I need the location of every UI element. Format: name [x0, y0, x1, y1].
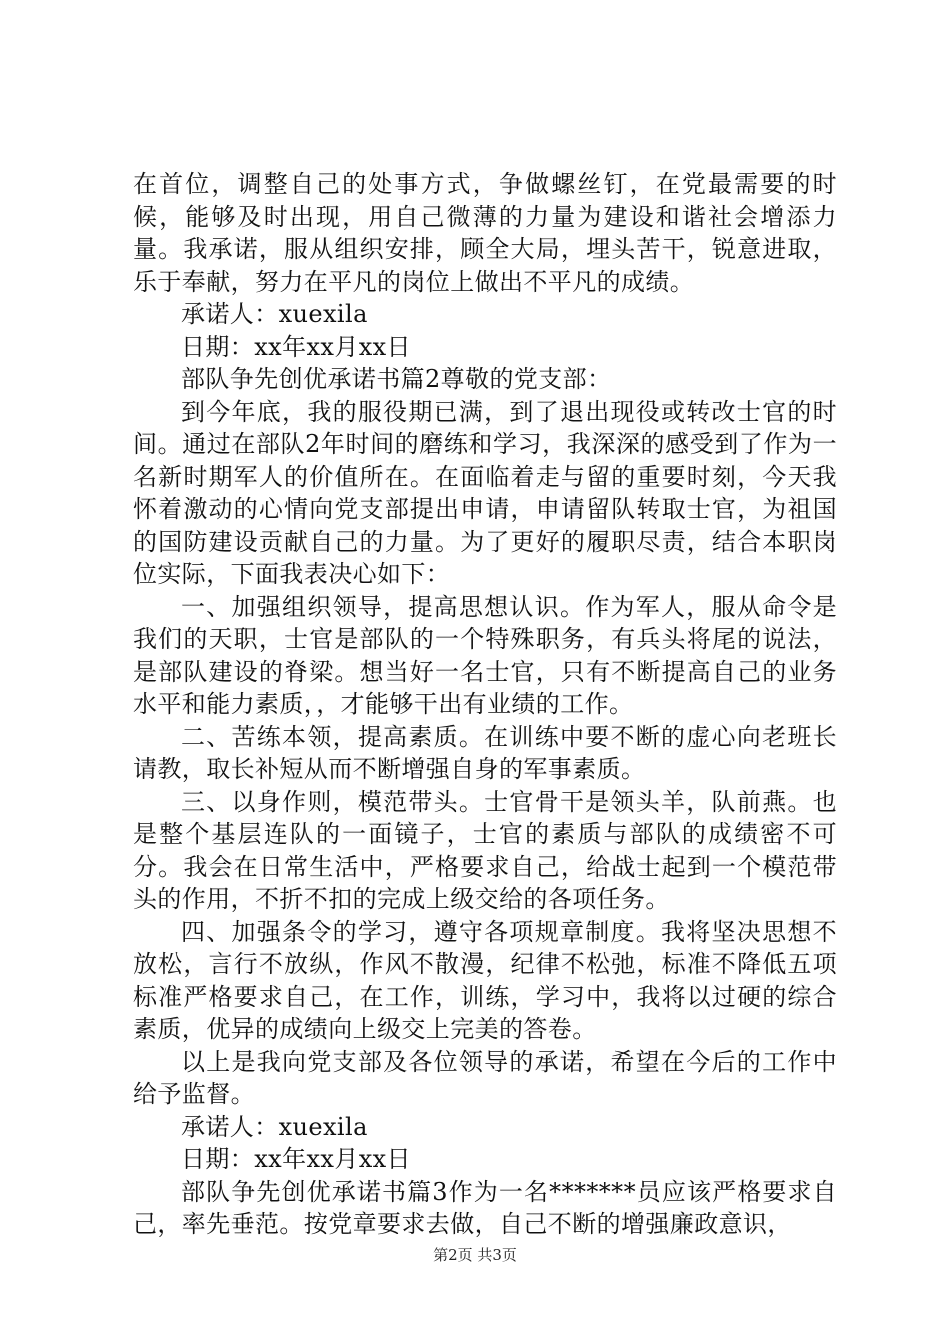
paragraph-date-2: 日期：xx年xx月xx日	[181, 1145, 412, 1173]
paragraph-section-2-heading: 部队争先创优承诺书篇2尊敬的党支部：	[181, 365, 612, 393]
paragraph-point-3: 三、以身作则，模范带头。士官骨干是领头羊，队前燕。也是整个基层连队的一面镜子，士官的素质与部队的成绩密不可分。我会在日常生活中，严格要求自己，给战士起到一个模范带头的作用，不折不扣的完成上级交给的各项任务。	[133, 787, 837, 913]
paragraph-signatory: 承诺人：xuexila	[181, 300, 368, 328]
paragraph-intro: 到今年底，我的服役期已满，到了退出现役或转改士官的时间。通过在部队2年时间的磨练和学习，我深深的感受到了作为一名新时期军人的价值所在。在面临着走与留的重要时刻，今天我怀着激动的心情向党支部提出申请，申请留队转取士官，为祖国的国防建设贡献自己的力量。为了更好的履职尽责，结合本职岗位实际，下面我表决心如下：	[133, 397, 837, 588]
document-body	[133, 168, 837, 1241]
page-footer: 第2页 共3页	[433, 1246, 517, 1264]
paragraph-point-4: 四、加强条令的学习，遵守各项规章制度。我将坚决思想不放松，言行不放纵，作风不散漫，纪律不松弛，标准不降低五项标准严格要求自己，在工作，训练，学习中，我将以过硬的综合素质，优异的成绩向上级交上完美的答卷。	[133, 917, 837, 1043]
paragraph-date: 日期：xx年xx月xx日	[181, 332, 412, 361]
paragraph-section-3: 部队争先创优承诺书篇3作为一名*******员应该严格要求自己，率先垂范。按党章要求去做，自己不断的增强廉政意识，	[133, 1177, 837, 1238]
paragraph-point-1: 一、加强组织领导，提高思想认识。作为军人，服从命令是我们的天职，士官是部队的一个特殊职务，有兵头将尾的说法，是部队建设的脊梁。想当好一名士官，只有不断提高自己的业务水平和能力素质，，才能够干出有业绩的工作。	[133, 592, 837, 718]
paragraph-closing: 以上是我向党支部及各位领导的承诺，希望在今后的工作中给予监督。	[133, 1047, 837, 1108]
paragraph-point-2: 二、苦练本领，提高素质。在训练中要不断的虚心向老班长请教，取长补短从而不断增强自身的军事素质。	[133, 722, 837, 783]
paragraph-continuation: 在首位，调整自己的处事方式，争做螺丝钉，在党最需要的时候，能够及时出现，用自己微薄的力量为建设和谐社会增添力量。我承诺，服从组织安排，顾全大局，埋头苦干，锐意进取，乐于奉献，努力在平凡的岗位上做出不平凡的成绩。	[133, 170, 837, 296]
paragraph-signatory-2: 承诺人：xuexila	[181, 1112, 368, 1141]
